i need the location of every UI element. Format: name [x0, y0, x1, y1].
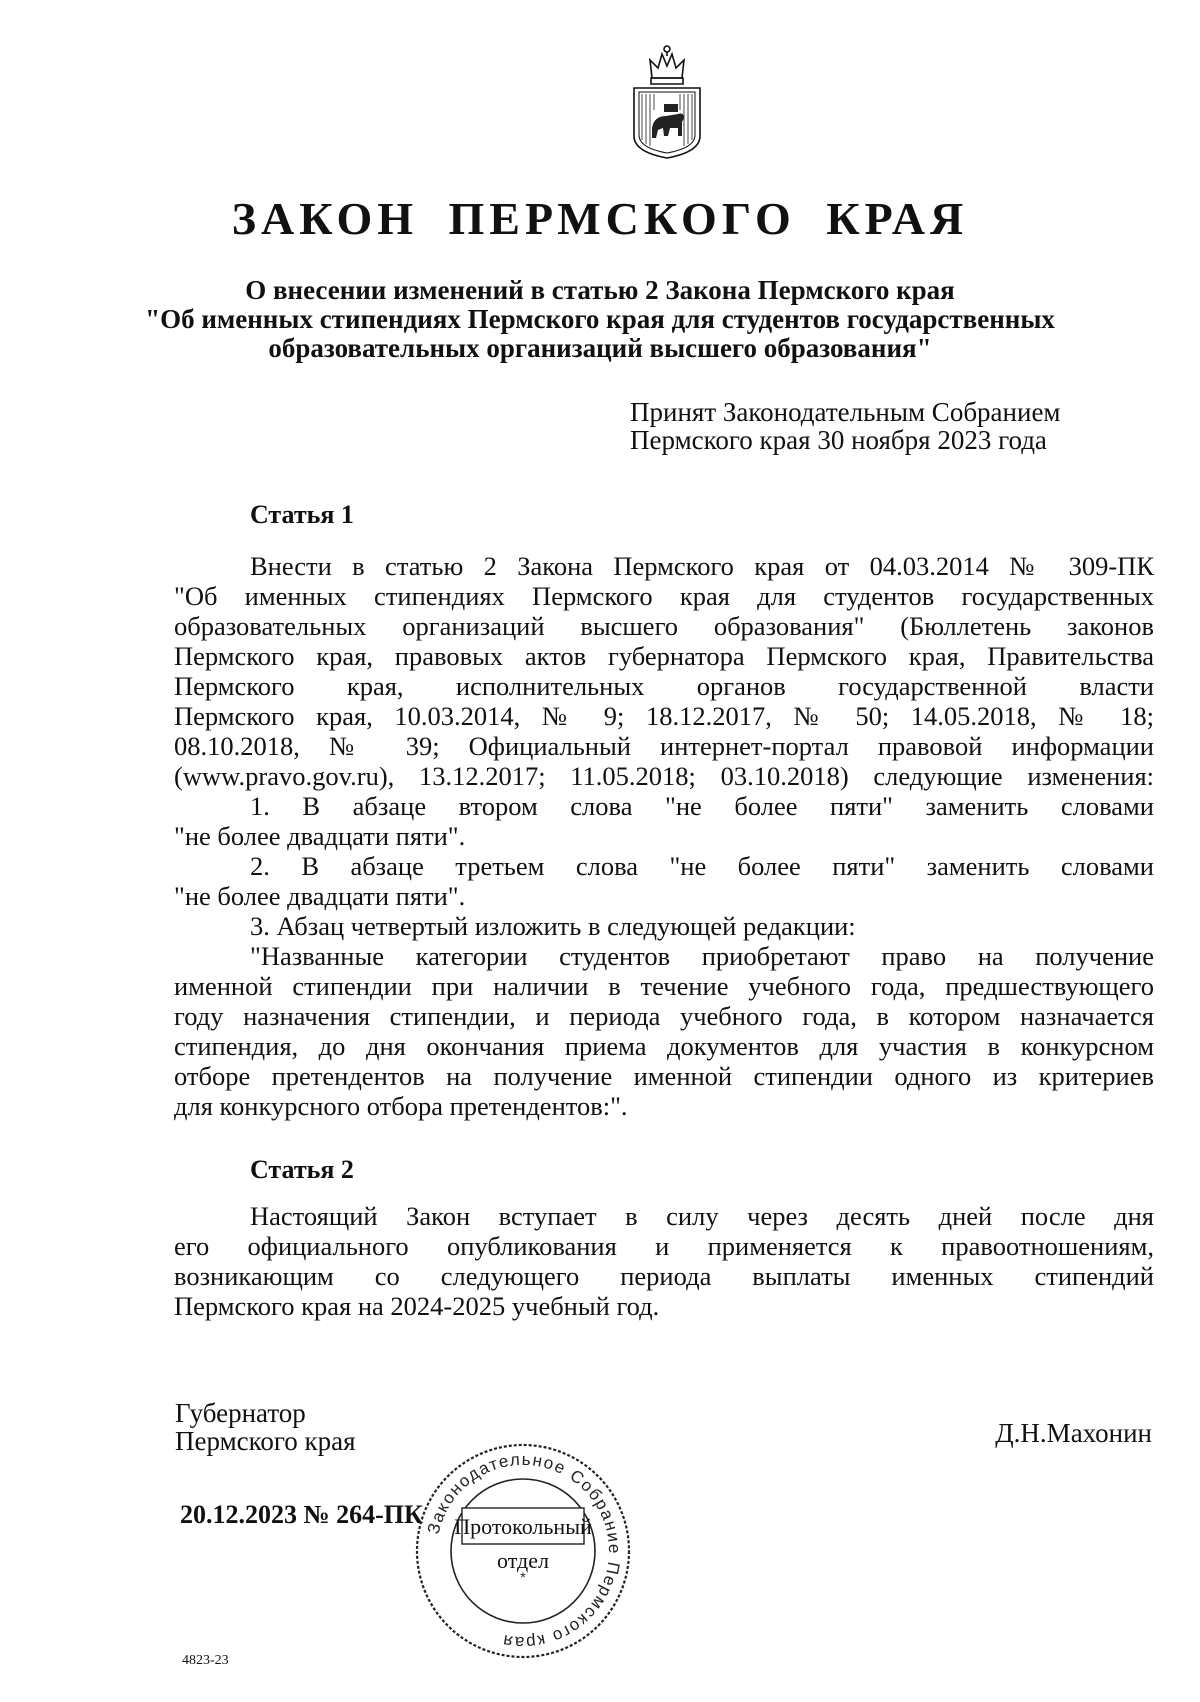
- document-subtitle: [140, 276, 1060, 363]
- article-1-line: Пермского края, 10.03.2014, № 9; 18.12.2017, № 50; 14.05.2018, № 18;: [174, 701, 1154, 731]
- list-item-2-cont: "не более двадцати пяти".: [174, 881, 466, 911]
- article-1-line: (www.pravo.gov.ru), 13.12.2017; 11.05.2018; 03.10.2018) следующие изменения:: [174, 761, 1154, 791]
- article-2-heading: Статья 2: [250, 1155, 354, 1184]
- article-2-line: его официального опубликования и применяется к правоотношениям,: [174, 1231, 1154, 1261]
- subtitle-line: "Об именных стипендиях Пермского края для студентов государственных: [145, 304, 1055, 334]
- quote-line: стипендия, до дня окончания приема документов для участия в конкурсном: [174, 1031, 1154, 1061]
- list-item-1-cont: "не более двадцати пяти".: [174, 821, 466, 851]
- stamp-center-line-2: отдел: [497, 1548, 549, 1573]
- position-line: Губернатор: [175, 1398, 306, 1428]
- stamp-center-line-1: Протокольный: [454, 1514, 592, 1539]
- signatory-position: [175, 1399, 356, 1455]
- article-2-line: Пермского края на 2024-2025 учебный год.: [174, 1291, 660, 1321]
- subtitle-line: О внесении изменений в статью 2 Закона Пермского края: [245, 275, 955, 305]
- article-1-line: Пермского края, правовых актов губернатора Пермского края, Правительства: [174, 641, 1154, 671]
- list-item-3: 3. Абзац четвертый изложить в следующей редакции:: [250, 911, 856, 941]
- adoption-line: Принят Законодательным Собранием: [630, 397, 1061, 427]
- article-1-line: образовательных организаций высшего образования" (Бюллетень законов: [174, 611, 1154, 641]
- stamp-ring-text: Законодательное Собрание Пермского края: [423, 1449, 625, 1653]
- article-1-line: "Об именных стипендиях Пермского края для студентов государственных: [174, 581, 1154, 611]
- adoption-note: [630, 398, 1061, 454]
- article-1-line: Пермского края, исполнительных органов государственной власти: [174, 671, 1154, 701]
- position-line: Пермского края: [175, 1426, 356, 1456]
- document-registration-number: 4823-23: [182, 1653, 229, 1668]
- quote-line: "Названные категории студентов приобретают право на получение: [250, 941, 1154, 971]
- article-2-line: возникающим со следующего периода выплаты именных стипендий: [174, 1261, 1154, 1291]
- document-title: ЗАКОН ПЕРМСКОГО КРАЯ: [231, 193, 969, 244]
- list-item-2: 2. В абзаце третьем слова "не более пяти" заменить словами: [250, 851, 1154, 881]
- quote-line: именной стипендии при наличии в течение учебного года, предшествующего: [174, 971, 1154, 1001]
- quote-line: для конкурсного отбора претендентов:".: [174, 1091, 628, 1121]
- article-1-body: [174, 551, 1154, 1121]
- law-number: 20.12.2023 № 264-ПК: [180, 1500, 423, 1529]
- subtitle-line: образовательных организаций высшего образования": [268, 333, 932, 363]
- article-1-line: Внести в статью 2 Закона Пермского края от 04.03.2014 № 309-ПК: [250, 551, 1154, 581]
- perm-krai-coat-of-arms-icon: [628, 40, 706, 160]
- adoption-line: Пермского края 30 ноября 2023 года: [630, 425, 1047, 455]
- official-stamp-icon: [412, 1440, 634, 1662]
- article-1-heading: Статья 1: [250, 500, 354, 529]
- article-1-line: 08.10.2018, № 39; Официальный интернет-портал правовой информации: [174, 731, 1154, 761]
- quote-line: отборе претендентов на получение именной стипендии одного из критериев: [174, 1061, 1154, 1091]
- article-2-body: [174, 1201, 1154, 1321]
- svg-text:*: *: [520, 1569, 526, 1585]
- article-2-line: Настоящий Закон вступает в силу через десять дней после дня: [250, 1201, 1154, 1231]
- quote-line: году назначения стипендии, и периода учебного года, в котором назначается: [174, 1001, 1154, 1031]
- signatory-name: Д.Н.Махонин: [995, 1418, 1152, 1448]
- list-item-1: 1. В абзаце втором слова "не более пяти" заменить словами: [250, 791, 1154, 821]
